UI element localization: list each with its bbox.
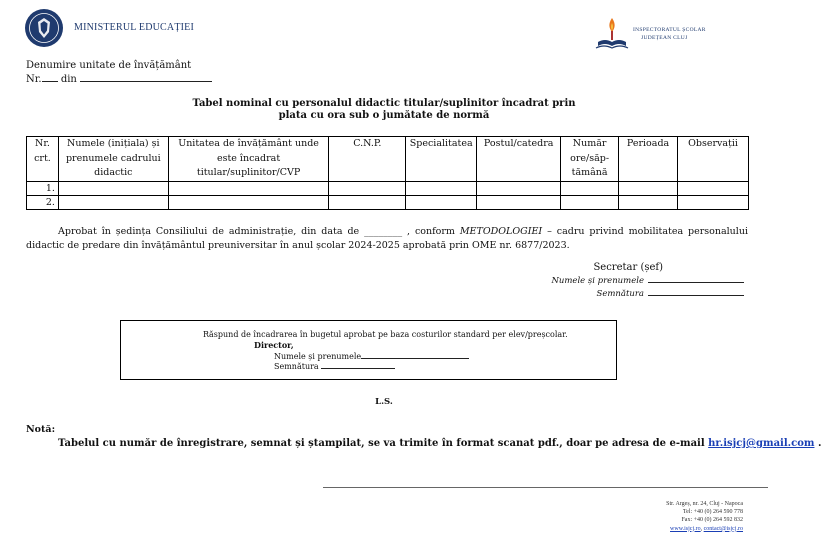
stamp-placeholder: L.S. [375, 397, 393, 407]
table-header-row [27, 137, 749, 182]
table-cell[interactable] [168, 195, 329, 209]
footer-divider [323, 487, 768, 488]
director-signature-row [274, 361, 395, 372]
ministry-name: MINISTERUL EDUCAȚIEI [74, 22, 195, 33]
header-observations: Observații [678, 137, 749, 182]
secretary-signature-row [520, 287, 744, 300]
director-name-blank[interactable] [361, 351, 469, 359]
table-cell[interactable] [168, 181, 329, 195]
secretary-signature-label: Semnătura [596, 289, 644, 299]
row-number: 2. [27, 195, 59, 209]
table-cell[interactable] [619, 181, 678, 195]
title-line2: plata cu ora sub o jumătate de normă [278, 110, 490, 121]
director-statement: Răspund de încadrarea în bugetul aprobat pe baza costurilor standard per elev/preșcolar. [203, 330, 568, 339]
table-cell[interactable] [477, 195, 561, 209]
table-cell[interactable] [678, 195, 749, 209]
footer-address: Str. Argeș, nr. 24, Cluj - Napoca [666, 501, 743, 507]
table-cell[interactable] [406, 181, 477, 195]
footer-email-link[interactable]: contact@isjcj.ro [703, 525, 743, 532]
table-cell[interactable] [619, 195, 678, 209]
row-number: 1. [27, 181, 59, 195]
header-period: Perioada [619, 137, 678, 182]
document-title [0, 98, 768, 122]
table-cell[interactable] [329, 195, 406, 209]
approval-text-part1: Aprobat în ședința Consiliului de administrație, din data de ________ , conform [58, 226, 460, 237]
director-name-label: Numele și prenumele [274, 352, 362, 361]
header-nr-crt: Nr. crt. [27, 137, 59, 182]
footer-sep: , [700, 525, 704, 532]
table-cell[interactable] [58, 181, 168, 195]
approval-text-part2: – cadru privind mobilitatea personalului didactic de predare din învățământul preuniversitar în anul școlar 2024-2025 aprobată prin OME nr. 6877/2023. [26, 226, 749, 251]
note-body: Tabelul cu număr de înregistrare, semnat și ștampilat, se va trimite în format scanat pdf., doar pe adresa de e-mail [58, 438, 709, 449]
header-specialty: Specialitatea [406, 137, 477, 182]
header-post: Postul/catedra [477, 137, 561, 182]
director-title: Director, [254, 340, 294, 350]
footer-contact [560, 500, 743, 533]
table-cell[interactable] [678, 181, 749, 195]
footer-fax: Fax: +40 (0) 264 592 832 [681, 517, 743, 524]
footer-tel: Tel: +40 (0) 264 590 778 [682, 509, 743, 516]
title-line1: Tabel nominal cu personalul didactic titular/suplinitor încadrat prin [192, 98, 576, 109]
table-cell[interactable] [58, 195, 168, 209]
header-unit: Unitatea de învățământ unde este încadrat titular/suplinitor/CVP [168, 137, 329, 182]
secretary-title: Secretar (șef) [593, 262, 663, 273]
table-cell[interactable] [477, 181, 561, 195]
unit-info [26, 60, 212, 86]
header-name: Numele (inițiala) și prenumele cadrului didactic [58, 137, 168, 182]
table-row [27, 195, 749, 209]
note-text [58, 438, 821, 449]
director-signature-label: Semnătura [274, 362, 319, 371]
din-label: din [60, 74, 77, 85]
isj-name-line2: JUDEȚEAN CLUJ [641, 35, 688, 41]
table-cell[interactable] [561, 195, 619, 209]
note-end: . [814, 438, 821, 449]
isj-name [633, 26, 706, 42]
header-hours: Număr ore/săp-tămână [561, 137, 619, 182]
table-cell[interactable] [406, 195, 477, 209]
secretary-name-label: Numele și prenumele [551, 276, 644, 286]
header-cnp: C.N.P. [329, 137, 406, 182]
registration-line [26, 72, 212, 86]
secretary-block [520, 262, 744, 300]
table-cell[interactable] [561, 181, 619, 195]
note-label: Notă: [26, 424, 56, 435]
secretary-signature-blank[interactable] [648, 287, 744, 296]
approval-paragraph [26, 225, 748, 253]
nr-blank[interactable] [42, 72, 58, 82]
note-email-link[interactable]: hr.isjcj@gmail.com [708, 438, 815, 449]
unit-name-label: Denumire unitate de învățământ [26, 60, 192, 71]
secretary-name-row [520, 274, 744, 287]
isj-name-line1: INSPECTORATUL ȘCOLAR [633, 27, 706, 33]
secretary-name-blank[interactable] [648, 274, 744, 283]
footer-web-link[interactable]: www.isjcj.ro [670, 525, 701, 532]
nr-label: Nr. [26, 74, 42, 85]
footer-links [560, 525, 743, 533]
table-cell[interactable] [329, 181, 406, 195]
table-row [27, 181, 749, 195]
director-signature-blank[interactable] [321, 361, 395, 369]
open-book-flame-icon [596, 16, 628, 52]
director-box [120, 320, 617, 380]
approval-methodology: METODOLOGIEI [459, 226, 543, 237]
romanian-coat-of-arms-icon [24, 8, 64, 48]
date-blank[interactable] [80, 72, 212, 82]
nominal-table [26, 136, 749, 210]
